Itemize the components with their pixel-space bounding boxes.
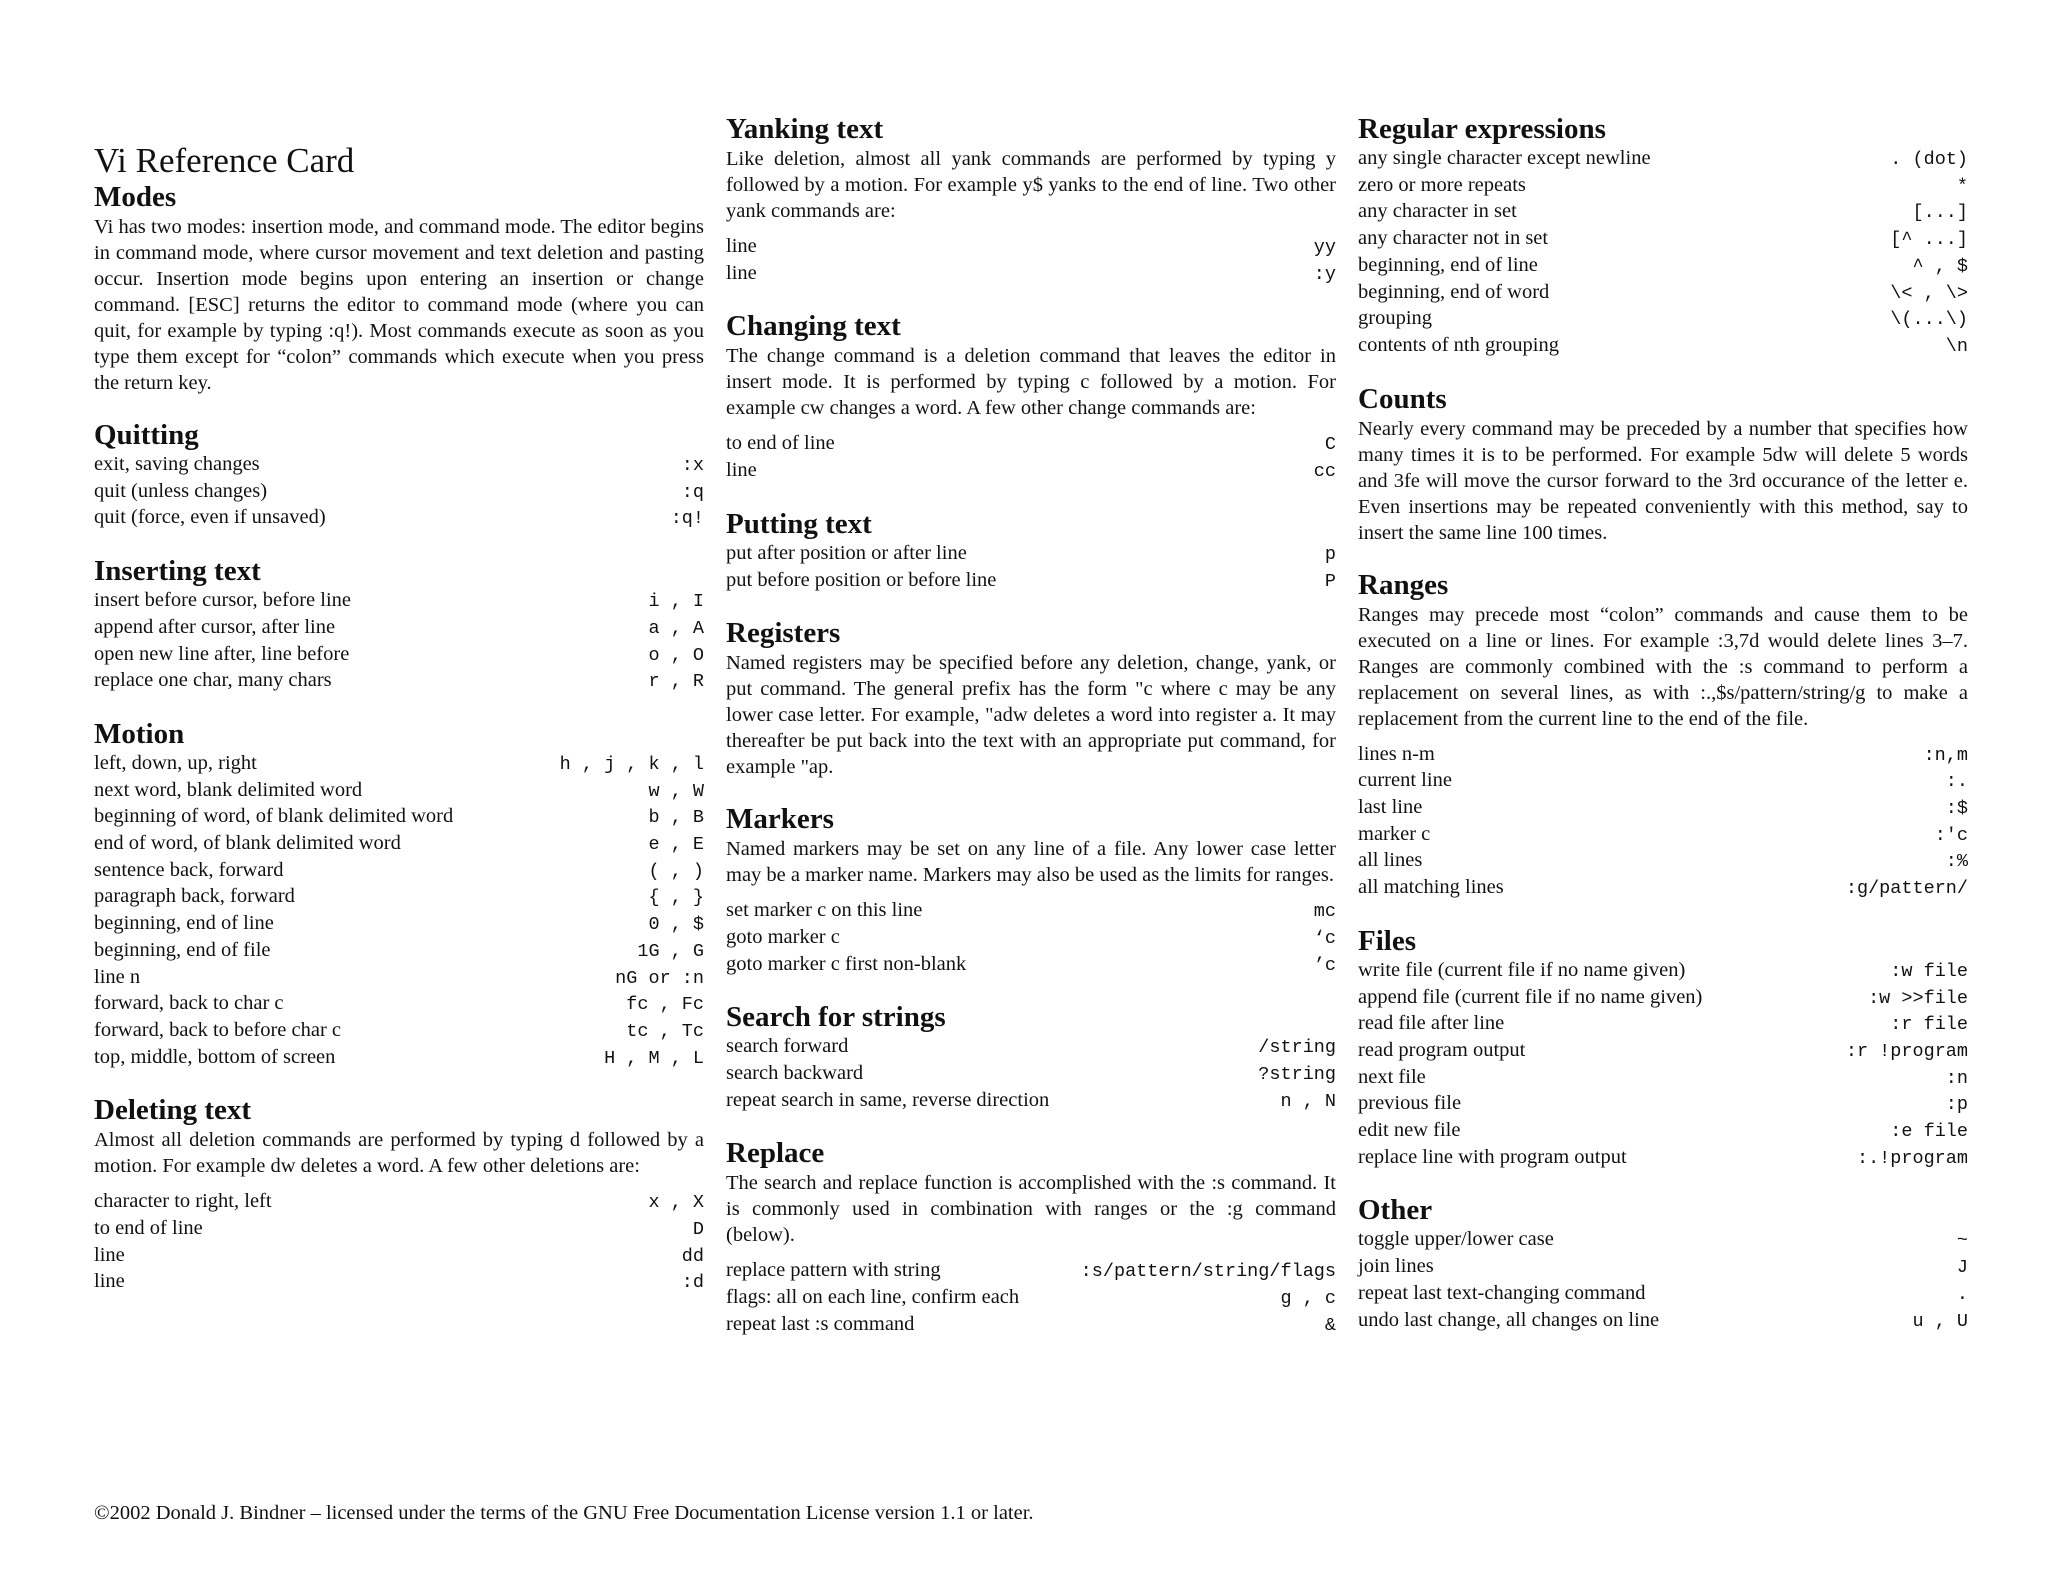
command-description: sentence back, forward xyxy=(94,858,284,881)
command-keys: :s/pattern/string/flags xyxy=(1080,1261,1336,1283)
command-row xyxy=(94,884,704,911)
command-row xyxy=(726,1258,1336,1285)
command-description: flags: all on each line, confirm each xyxy=(726,1286,1020,1309)
command-row xyxy=(1358,173,1968,200)
command-keys: \n xyxy=(1945,335,1968,357)
command-description: beginning, end of word xyxy=(1358,280,1550,303)
command-description: append file (current file if no name given) xyxy=(1358,985,1703,1008)
command-description: any single character except newline xyxy=(1358,147,1651,169)
command-keys: :w file xyxy=(1890,960,1968,982)
command-description: end of word, of blank delimited word xyxy=(94,832,401,855)
command-row xyxy=(726,234,1336,261)
command-description: put before position or before line xyxy=(726,568,997,591)
command-keys: fc , Fc xyxy=(626,994,704,1016)
section-heading: Counts xyxy=(1358,382,1447,415)
command-list xyxy=(726,541,1336,594)
command-description: exit, saving changes xyxy=(94,453,260,475)
command-keys: tc , Tc xyxy=(626,1020,704,1042)
command-row xyxy=(726,431,1336,458)
section-quitting xyxy=(94,418,704,532)
command-row xyxy=(1358,146,1968,173)
command-keys: [...] xyxy=(1912,202,1968,224)
command-list xyxy=(94,588,704,695)
command-description: line xyxy=(726,459,757,482)
section-heading: Files xyxy=(1358,924,1416,957)
command-description: next file xyxy=(1358,1065,1426,1088)
section-paragraph: The search and replace function is accomplished with the :s command. It is commonly used in combination with ranges or the :g command (below). xyxy=(726,1172,1336,1247)
command-description: beginning, end of line xyxy=(1358,253,1538,276)
command-row xyxy=(726,1088,1336,1115)
command-row xyxy=(726,898,1336,925)
command-row xyxy=(1358,253,1968,280)
command-row xyxy=(1358,1038,1968,1065)
section-heading: Putting text xyxy=(726,507,872,540)
command-keys: :y xyxy=(1313,263,1336,285)
section-paragraph: Nearly every command may be preceded by a number that specifies how many times it is to be performed. For example 5dw will delete 5 words and 3fe will move the cursor forward to the 3rd occurance of the letter e. Even insertions may be repeated conveniently with this method, say to insert the same line 100 times. xyxy=(1358,417,1968,544)
command-keys: :e file xyxy=(1890,1121,1968,1143)
command-row xyxy=(1358,1227,1968,1254)
section-inserting-text xyxy=(94,554,704,695)
command-row xyxy=(726,568,1336,595)
command-keys: :q! xyxy=(670,508,704,530)
command-row xyxy=(1358,875,1968,902)
command-keys: :% xyxy=(1945,851,1968,873)
command-row xyxy=(1358,768,1968,795)
command-list xyxy=(726,1258,1336,1338)
command-description: put after position or after line xyxy=(726,541,967,564)
command-description: last line xyxy=(1358,796,1423,819)
section-paragraph: Ranges may precede most “colon” commands and cause them to be executed on a line or lines. For example :3,7d would delete lines 3–7. Ranges are commonly combined with the :s command to perform a replacement on several lines, as with :.,$s/pattern/string/g to make a replacement from the current line to the end of the file. xyxy=(1358,603,1968,730)
command-keys: :r file xyxy=(1890,1014,1968,1036)
command-description: forward, back to before char c xyxy=(94,1018,342,1041)
command-row xyxy=(726,541,1336,568)
command-row xyxy=(1358,1308,1968,1335)
command-row xyxy=(94,858,704,885)
command-description: repeat last :s command xyxy=(726,1312,915,1335)
command-keys: ?string xyxy=(1258,1064,1336,1086)
section-heading: Search for strings xyxy=(726,1001,946,1034)
command-description: goto marker c xyxy=(726,925,840,948)
command-description: beginning of word, of blank delimited word xyxy=(94,805,454,828)
section-registers xyxy=(726,616,1336,780)
command-list xyxy=(1358,958,1968,1172)
command-row xyxy=(1358,848,1968,875)
command-description: quit (unless changes) xyxy=(94,479,268,502)
command-keys: H , M , L xyxy=(604,1047,704,1069)
command-row xyxy=(1358,1145,1968,1172)
command-description: undo last change, all changes on line xyxy=(1358,1308,1660,1331)
command-keys: \< , \> xyxy=(1890,282,1968,304)
command-keys: C xyxy=(1324,434,1336,456)
command-keys: g , c xyxy=(1280,1288,1336,1310)
command-row xyxy=(94,965,704,992)
section-heading: Modes xyxy=(94,181,177,213)
command-row xyxy=(94,831,704,858)
command-keys: :.!program xyxy=(1856,1147,1968,1169)
command-row xyxy=(726,952,1336,979)
section-heading: Other xyxy=(1358,1194,1433,1227)
command-keys: r , R xyxy=(648,671,704,693)
section-heading: Yanking text xyxy=(726,113,884,145)
command-description: read file after line xyxy=(1358,1012,1505,1035)
command-keys: :d xyxy=(681,1272,704,1294)
command-description: line n xyxy=(94,965,141,988)
section-deleting-text xyxy=(94,1093,704,1296)
command-description: search forward xyxy=(726,1035,849,1058)
command-row xyxy=(94,778,704,805)
section-regular-expressions xyxy=(1358,112,1968,360)
section-changing-text xyxy=(726,309,1336,484)
command-row xyxy=(94,1243,704,1270)
command-row xyxy=(1358,958,1968,985)
command-row xyxy=(1358,1254,1968,1281)
command-row xyxy=(726,261,1336,288)
command-row xyxy=(1358,1011,1968,1038)
command-description: read program output xyxy=(1358,1038,1526,1061)
page-title: Vi Reference Card xyxy=(94,141,355,181)
command-keys: . xyxy=(1956,1283,1968,1305)
command-description: next word, blank delimited word xyxy=(94,778,363,801)
command-row xyxy=(94,1269,704,1296)
command-row xyxy=(1358,1091,1968,1118)
command-description: toggle upper/lower case xyxy=(1358,1228,1554,1251)
command-keys: J xyxy=(1956,1257,1968,1279)
section-paragraph: Vi has two modes: insertion mode, and command mode. The editor begins in command mode, where cursor movement and text deletion and pasting occur. Insertion mode begins upon entering an insertion or change command. [ESC] returns the editor to command mode (where you can quit, for example by typing :q!). Most commands execute as soon as you type them except for “colon” commands which execute when you press the return key. xyxy=(94,216,704,394)
command-keys: [^ ...] xyxy=(1890,229,1968,251)
command-description: search backward xyxy=(726,1062,864,1085)
section-paragraph: Almost all deletion commands are performed by typing d followed by a motion. For example dw deletes a word. A few other deletions are: xyxy=(94,1129,704,1178)
command-description: set marker c on this line xyxy=(726,899,923,922)
section-paragraph: Named registers may be specified before any deletion, change, yank, or put command. The general prefix has the form "c where c may be any lower case letter. For example, "adw deletes a word into register a. It may thereafter be put back into the text with an appropriate put command, for example "ap. xyxy=(726,652,1336,779)
command-description: to end of line xyxy=(94,1217,203,1240)
command-description: any character in set xyxy=(1358,200,1517,223)
command-keys: :'c xyxy=(1934,824,1968,846)
section-paragraph: Named markers may be set on any line of a file. Any lower case letter may be a marker name. Markers may also be used as the limits for ranges. xyxy=(726,838,1336,887)
command-description: quit (force, even if unsaved) xyxy=(94,506,326,529)
command-description: top, middle, bottom of screen xyxy=(94,1045,336,1068)
command-row xyxy=(94,452,704,479)
command-description: repeat search in same, reverse direction xyxy=(726,1088,1050,1111)
command-list xyxy=(726,234,1336,287)
command-description: replace pattern with string xyxy=(726,1259,941,1282)
command-description: line xyxy=(726,235,757,257)
section-heading: Inserting text xyxy=(94,555,261,588)
section-motion xyxy=(94,717,704,1071)
command-keys: ‘c xyxy=(1313,927,1336,949)
command-row xyxy=(1358,280,1968,307)
command-description: replace line with program output xyxy=(1358,1145,1627,1168)
command-description: grouping xyxy=(1358,307,1433,330)
section-ranges xyxy=(1358,568,1968,902)
command-row xyxy=(94,588,704,615)
command-description: insert before cursor, before line xyxy=(94,589,352,612)
command-keys: dd xyxy=(681,1245,704,1267)
command-list xyxy=(726,431,1336,484)
section-modes xyxy=(94,180,704,396)
column-1 xyxy=(94,180,704,1318)
command-description: write file (current file if no name given) xyxy=(1358,958,1686,981)
command-list xyxy=(94,1189,704,1296)
section-other xyxy=(1358,1193,1968,1334)
command-row xyxy=(726,1312,1336,1339)
command-list xyxy=(726,1034,1336,1114)
command-description: all lines xyxy=(1358,849,1423,872)
command-description: lines n-m xyxy=(1358,742,1435,765)
command-keys: x , X xyxy=(648,1192,704,1214)
command-row xyxy=(1358,226,1968,253)
command-list xyxy=(1358,1227,1968,1334)
command-row xyxy=(94,911,704,938)
command-row xyxy=(94,1018,704,1045)
section-replace xyxy=(726,1136,1336,1338)
section-markers xyxy=(726,802,1336,978)
command-row xyxy=(94,1045,704,1072)
command-keys: yy xyxy=(1313,237,1336,258)
command-row xyxy=(94,1189,704,1216)
column-2 xyxy=(726,112,1336,1361)
command-description: replace one char, many chars xyxy=(94,669,332,692)
command-keys: :g/pattern/ xyxy=(1845,878,1968,900)
command-row xyxy=(726,925,1336,952)
command-keys: :n xyxy=(1945,1067,1968,1089)
command-keys: D xyxy=(692,1219,704,1241)
section-heading: Regular expressions xyxy=(1358,113,1606,145)
command-keys: :. xyxy=(1945,771,1968,793)
section-files xyxy=(1358,924,1968,1172)
command-keys: nG or :n xyxy=(615,967,704,989)
command-row xyxy=(1358,822,1968,849)
section-heading: Motion xyxy=(94,717,185,750)
command-row xyxy=(1358,742,1968,769)
command-row xyxy=(1358,795,1968,822)
command-row xyxy=(1358,1281,1968,1308)
command-keys: ^ , $ xyxy=(1912,255,1968,277)
command-description: beginning, end of file xyxy=(94,938,271,961)
command-description: any character not in set xyxy=(1358,227,1549,250)
command-keys: e , E xyxy=(648,834,704,856)
section-heading: Markers xyxy=(726,803,834,836)
column-3 xyxy=(1358,112,1968,1356)
license-footer: ©2002 Donald J. Bindner – licensed under the terms of the GNU Free Documentation License version 1.1 or later. xyxy=(94,1502,1034,1524)
command-description: open new line after, line before xyxy=(94,642,350,665)
command-keys: a , A xyxy=(648,617,704,639)
command-row xyxy=(726,1061,1336,1088)
command-description: line xyxy=(94,1270,125,1293)
command-keys: :n,m xyxy=(1923,744,1968,766)
command-list xyxy=(1358,742,1968,902)
command-row xyxy=(1358,199,1968,226)
command-row xyxy=(1358,333,1968,360)
command-description: join lines xyxy=(1358,1255,1434,1278)
command-keys: ( , ) xyxy=(648,860,704,882)
command-row xyxy=(94,938,704,965)
section-heading: Ranges xyxy=(1358,568,1449,601)
command-keys: 1G , G xyxy=(637,940,704,962)
command-row xyxy=(94,615,704,642)
section-search-for-strings xyxy=(726,1000,1336,1114)
command-description: marker c xyxy=(1358,822,1431,845)
command-keys: * xyxy=(1956,175,1968,197)
command-description: paragraph back, forward xyxy=(94,885,295,908)
command-keys: :x xyxy=(681,455,704,476)
command-keys: :$ xyxy=(1945,798,1968,820)
command-row xyxy=(94,1216,704,1243)
command-keys: n , N xyxy=(1280,1090,1336,1112)
command-row xyxy=(94,991,704,1018)
section-heading: Deleting text xyxy=(94,1094,252,1127)
command-row xyxy=(726,458,1336,485)
command-keys: :p xyxy=(1945,1094,1968,1116)
command-description: forward, back to char c xyxy=(94,992,284,1015)
command-keys: :r !program xyxy=(1845,1040,1968,1062)
section-yanking-text xyxy=(726,112,1336,287)
command-keys: w , W xyxy=(648,780,704,802)
section-paragraph: The change command is a deletion command that leaves the editor in insert mode. It is performed by typing c followed by a motion. For example cw changes a word. A few other change commands are: xyxy=(726,345,1336,420)
command-list xyxy=(726,898,1336,978)
command-keys: cc xyxy=(1313,461,1336,483)
command-description: contents of nth grouping xyxy=(1358,333,1559,356)
command-keys: :w >>file xyxy=(1868,987,1968,1009)
section-heading: Replace xyxy=(726,1137,825,1170)
command-row xyxy=(94,668,704,695)
command-row xyxy=(94,804,704,831)
section-heading: Registers xyxy=(726,617,841,650)
command-row xyxy=(1358,306,1968,333)
command-description: repeat last text-changing command xyxy=(1358,1281,1646,1304)
command-row xyxy=(94,479,704,506)
command-description: line xyxy=(94,1243,125,1266)
command-row xyxy=(726,1034,1336,1061)
command-description: all matching lines xyxy=(1358,876,1504,899)
command-keys: u , U xyxy=(1912,1310,1968,1332)
command-description: line xyxy=(726,261,757,284)
command-list xyxy=(94,751,704,1071)
command-keys: 0 , $ xyxy=(648,914,704,936)
command-description: edit new file xyxy=(1358,1119,1461,1142)
command-keys: { , } xyxy=(648,887,704,909)
command-description: goto marker c first non-blank xyxy=(726,952,967,975)
section-paragraph: Like deletion, almost all yank commands are performed by typing y followed by a motion. For example y$ yanks to the end of line. Two other yank commands are: xyxy=(726,148,1336,222)
command-description: current line xyxy=(1358,769,1452,792)
command-keys: :q xyxy=(681,481,704,503)
command-description: beginning, end of line xyxy=(94,912,274,935)
command-row xyxy=(94,505,704,532)
command-description: character to right, left xyxy=(94,1190,272,1213)
command-keys: P xyxy=(1324,570,1336,592)
command-keys: i , I xyxy=(648,591,704,613)
section-heading: Quitting xyxy=(94,419,199,451)
command-keys: \(...\) xyxy=(1890,309,1968,331)
command-description: append after cursor, after line xyxy=(94,615,336,638)
command-row xyxy=(726,1285,1336,1312)
command-row xyxy=(94,642,704,669)
command-row xyxy=(1358,985,1968,1012)
command-keys: mc xyxy=(1313,901,1336,923)
command-keys: p xyxy=(1324,543,1336,565)
section-putting-text xyxy=(726,507,1336,594)
command-description: to end of line xyxy=(726,432,835,455)
command-keys: . (dot) xyxy=(1890,149,1968,170)
command-keys: /string xyxy=(1258,1037,1336,1059)
command-keys: ’c xyxy=(1313,954,1336,976)
section-heading: Changing text xyxy=(726,310,901,343)
command-keys: h , j , k , l xyxy=(559,753,704,775)
section-counts xyxy=(1358,382,1968,546)
command-row xyxy=(1358,1118,1968,1145)
command-keys: b , B xyxy=(648,807,704,829)
command-keys: o , O xyxy=(648,644,704,666)
command-list xyxy=(1358,146,1968,360)
command-row xyxy=(94,751,704,778)
command-keys: & xyxy=(1324,1314,1336,1336)
command-list xyxy=(94,452,704,532)
command-description: zero or more repeats xyxy=(1358,173,1526,196)
command-row xyxy=(1358,1065,1968,1092)
command-keys: ~ xyxy=(1956,1230,1968,1252)
command-description: previous file xyxy=(1358,1092,1462,1115)
command-description: left, down, up, right xyxy=(94,751,257,774)
